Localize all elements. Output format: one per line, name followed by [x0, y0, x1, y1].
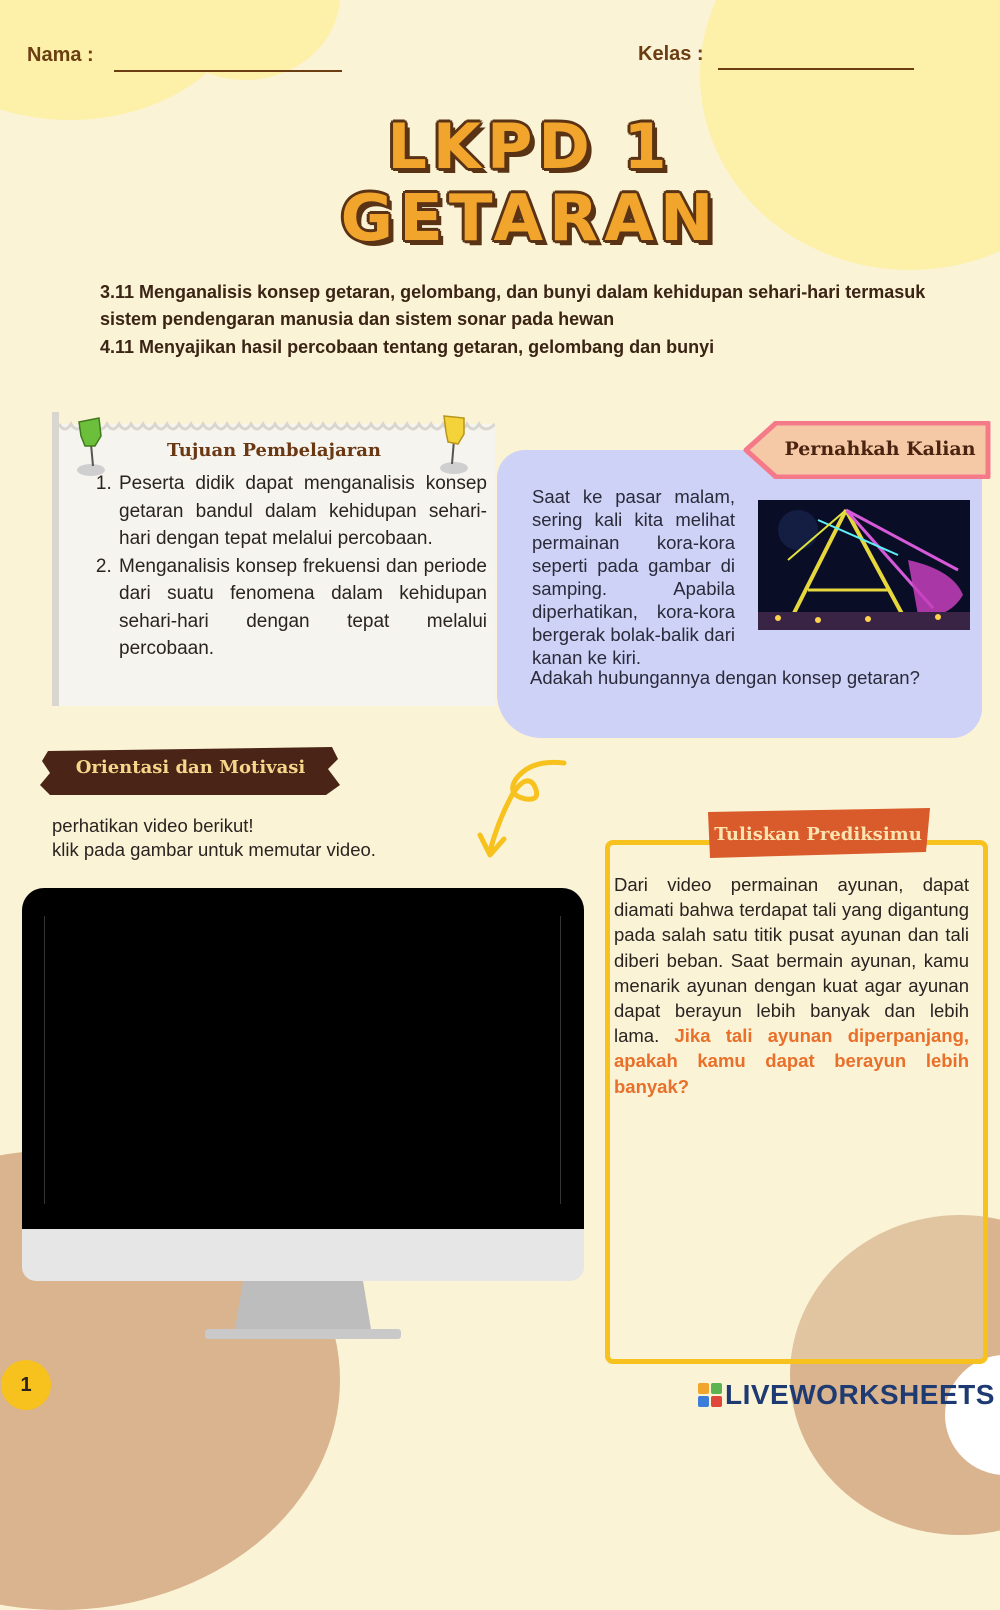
page-title-line1: LKPD 1 [387, 110, 673, 183]
pernahkah-question: Adakah hubungannya dengan konsep getaran? [530, 667, 920, 688]
tujuan-card [52, 412, 495, 706]
pernahkah-title: Pernahkah Kalian [784, 438, 976, 460]
monitor-chin [22, 1229, 584, 1281]
orientasi-instructions [52, 814, 472, 862]
prediksi-text-block [614, 872, 969, 1099]
kd-3-11: 3.11 Menganalisis konsep getaran, gelombang, dan bunyi dalam kehidupan sehari-hari termasuk sistem pendengaran manusia dan sistem sonar pada hewan [100, 282, 926, 329]
monitor-stand [205, 1281, 401, 1341]
orientasi-title: Orientasi dan Motivasi [75, 757, 306, 778]
page-title-line2: GETARAN [340, 182, 720, 256]
torn-paper-edge [59, 412, 495, 434]
tujuan-title: Tujuan Pembelajaran [167, 440, 381, 461]
orientasi-line2: klik pada gambar untuk memutar video. [52, 839, 376, 860]
kelas-input-line[interactable] [718, 48, 914, 70]
nama-label: Nama : [27, 44, 94, 66]
kora-kora-photo [758, 500, 970, 630]
curly-arrow-icon [476, 755, 576, 865]
pernahkah-text: Saat ke pasar malam, sering kali kita melihat permainan kora-kora seperti pada gambar di samping. Apabila diperhatikan, kora-kora bergerak bolak-balik dari kanan ke kiri. [532, 486, 735, 668]
tujuan-item-1: 1. Peserta didik dapat menganalisis konsep getaran bandul dalam kehidupan sehari-hari dengan tepat melalui percobaan. [117, 470, 487, 553]
nama-input-line[interactable] [114, 50, 342, 72]
video-frame-border [44, 916, 561, 1204]
prediksi-text: Dari video permainan ayunan, dapat diamati bahwa terdapat tali yang digantung pada salah satu titik pusat ayunan dan tali diberi beban. Saat bermain ayunan, kamu menarik ayunan dengan kuat agar ayunan dapat berayun lebih banyak dan lebih lama. [614, 874, 969, 1047]
kelas-label: Kelas : [638, 43, 704, 65]
tujuan-item-2: 2. Menganalisis konsep frekuensi dan periode dari suatu fenomena dalam kehidupan sehari-hari dengan tepat melalui percobaan. [117, 553, 487, 663]
liveworksheets-logo[interactable] [698, 1376, 995, 1414]
tujuan-list [97, 470, 487, 663]
liveworksheets-icon [698, 1383, 722, 1407]
video-player[interactable] [22, 888, 584, 1230]
prediksi-title: Tuliskan Prediksimu [714, 824, 922, 845]
kd-4-11: 4.11 Menyajikan hasil percobaan tentang getaran, gelombang dan bunyi [100, 337, 715, 357]
prediksi-question: Jika tali ayunan diperpanjang, apakah kamu dapat berayun lebih banyak? [614, 1025, 970, 1097]
orientasi-line1: perhatikan video berikut! [52, 815, 254, 836]
liveworksheets-text: LIVEWORKSHEETS [725, 1379, 995, 1410]
page-number: 1 [1, 1360, 51, 1410]
